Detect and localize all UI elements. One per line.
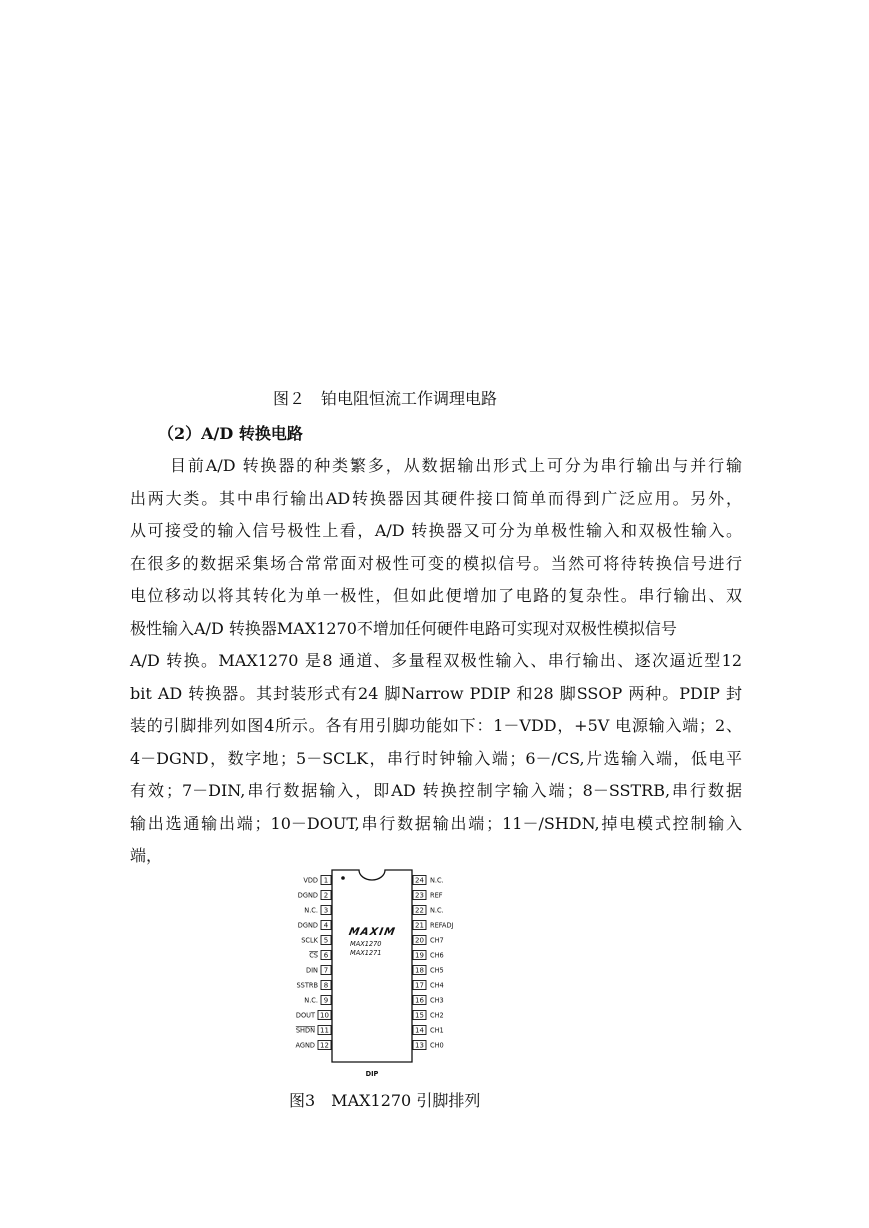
pin-4-number: 4 (323, 921, 329, 930)
pin-18-number: 18 (415, 966, 424, 975)
pin-10-number: 10 (320, 1011, 329, 1020)
pin-1-label: VDD (303, 876, 318, 885)
pin-5-number: 5 (323, 936, 329, 945)
pin-23-number: 23 (415, 891, 424, 900)
figure-2-caption: 图２ 铂电阻恒流工作调理电路 (273, 389, 498, 408)
pin-3-label: N.C. (304, 906, 318, 915)
pin-9-label: N.C. (304, 996, 318, 1005)
pin-5-label: SCLK (301, 936, 318, 945)
paragraph-line: 出两大类。其中串行输出AD转换器因其硬件接口简单而得到广泛应用。另外， (130, 488, 742, 508)
pin-21-label: REFADJ (430, 921, 454, 930)
section-heading: （2）A/D 转换电路 (158, 424, 303, 443)
paragraph-line: 端， (130, 846, 163, 865)
paragraph-line: 4－DGND，数字地；5－SCLK，串行时钟输入端；6－/CS,片选输入端，低电平 (130, 748, 742, 768)
paragraph-line: 电位移动以将其转化为单一极性，但如此便增加了电路的复杂性。串行输出、双 (130, 586, 742, 605)
pin-15-label: CH2 (430, 1011, 444, 1020)
paragraph-line: 有效；7－DIN,串行数据输入，即AD 转换控制字输入端；8－SSTRB,串行数据 (130, 781, 742, 800)
pin-24-label: N.C. (430, 876, 444, 885)
pin-12-number: 12 (320, 1041, 329, 1050)
pin-4-label: DGND (297, 921, 318, 930)
pin-8-label: SSTRB (296, 981, 318, 990)
pin-14-label: CH1 (430, 1026, 444, 1035)
paragraph-line: 从可接受的输入信号极性上看，A/D 转换器又可分为单极性输入和双极性输入。 (130, 521, 742, 540)
left-pin-group (295, 876, 331, 1050)
pin-19-label: CH6 (430, 951, 444, 960)
paragraph-line: A/D 转换。MAX1270 是8 通道、多量程双极性输入、串行输出、逐次逼近型12 (130, 651, 742, 670)
paragraph-line: bit AD 转换器。其封装形式有24 脚Narrow PDIP 和28 脚SSOP 两种。PDIP 封 (130, 683, 742, 703)
figure-3-caption: 图3 MAX1270 引脚排列 (289, 1091, 481, 1110)
pin-13-label: CH0 (430, 1041, 444, 1050)
paragraph-line: 输出选通输出端；10－DOUT,串行数据输出端；11－/SHDN,掉电模式控制输入 (130, 813, 742, 833)
pin-21-number: 21 (415, 921, 424, 930)
paragraph-line: 极性输入A/D 转换器MAX1270不增加任何硬件电路可实现对双极性模拟信号 (130, 618, 677, 638)
pin-18-label: CH5 (430, 966, 444, 975)
pin-23-label: REF (430, 891, 443, 900)
body-paragraph (130, 450, 742, 873)
pin-12-label: AGND (295, 1041, 315, 1050)
ic-body-outline (332, 870, 412, 1062)
part-number-max1270: MAX1270 (350, 940, 382, 948)
pin-16-number: 16 (415, 996, 424, 1005)
pin-17-label: CH4 (430, 981, 444, 990)
pin-6-number: 6 (323, 951, 329, 960)
package-label: DIP (365, 1070, 379, 1078)
pin-1-number: 1 (323, 876, 329, 885)
max1270-pinout-diagram (286, 866, 476, 1080)
paragraph-line: 装的引脚排列如图4所示。各有用引脚功能如下：1－VDD，+5V 电源输入端；2、 (130, 716, 742, 735)
pin-6-label: CS (309, 951, 318, 960)
pin-22-number: 22 (415, 906, 424, 915)
pin1-dot-marker (341, 876, 345, 880)
pin-19-number: 19 (415, 951, 424, 960)
pin-14-number: 14 (415, 1026, 424, 1035)
pin-20-label: CH7 (430, 936, 444, 945)
pin-11-label: SHDN (295, 1026, 315, 1035)
pin-7-label: DIN (306, 966, 318, 975)
pin-24-number: 24 (415, 876, 424, 885)
paragraph-line: 在很多的数据采集场合常常面对极性可变的模拟信号。当然可将待转换信号进行 (130, 553, 742, 573)
right-pin-group (413, 876, 454, 1050)
pin-8-number: 8 (323, 981, 329, 990)
pin-9-number: 9 (323, 996, 329, 1005)
pin-22-label: N.C. (430, 906, 444, 915)
part-number-max1271: MAX1271 (350, 949, 382, 957)
pin-2-label: DGND (297, 891, 318, 900)
pin-13-number: 13 (415, 1041, 424, 1050)
pin-16-label: CH3 (430, 996, 444, 1005)
pin-7-number: 7 (323, 966, 329, 975)
pin-3-number: 3 (323, 906, 329, 915)
pin-10-label: DOUT (295, 1011, 315, 1020)
pin-2-number: 2 (323, 891, 329, 900)
paragraph-line: 目前A/D 转换器的种类繁多，从数据输出形式上可分为串行输出与并行输 (170, 456, 742, 475)
maxim-logo: MAXIM (347, 926, 397, 938)
pin-20-number: 20 (415, 936, 424, 945)
pin-11-number: 11 (320, 1026, 329, 1035)
pin-15-number: 15 (415, 1011, 424, 1020)
pin-17-number: 17 (415, 981, 424, 990)
